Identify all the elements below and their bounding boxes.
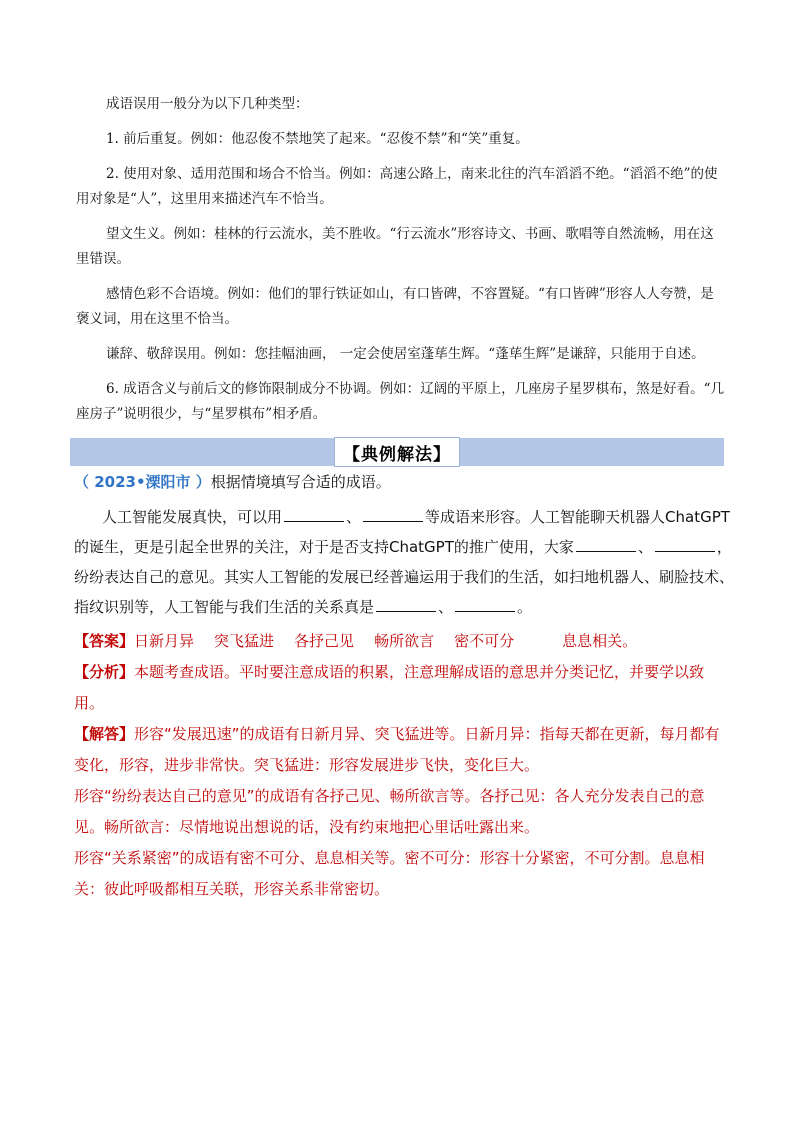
notes-item-4: 感情色彩不合语境。例如：他们的罪行铁证如山，有口皆碑，不容置疑。“有口皆碑”形容人人夸赞，是褒义词，用在这里不恰当。 bbox=[76, 286, 714, 327]
answer-blank-1[interactable] bbox=[284, 507, 344, 522]
answer-word: 息息相关。 bbox=[562, 632, 638, 650]
notes-intro: 成语误用一般分为以下几种类型： bbox=[106, 96, 309, 112]
answer-blank-6[interactable] bbox=[455, 597, 515, 612]
notes-item-1: 1. 前后重复。例如：他忍俊不禁地笑了起来。“忍俊不禁”和“笑”重复。 bbox=[106, 131, 529, 147]
question-part-3: ，纷纷表达自己的意见。其实人工智能的发展已经普遍运用于我们的生活，如扫地机器人、刷脸技术、指纹识别等，人工智能与我们生活的关系真是 bbox=[74, 538, 735, 616]
answer-blank-4[interactable] bbox=[655, 537, 715, 552]
notes-item-3: 望文生义。例如：桂林的行云流水，美不胜收。“行云流水”形容诗文、书画、歌唱等自然流畅，用在这里错误。 bbox=[76, 226, 714, 267]
question-text bbox=[74, 502, 734, 622]
analysis-paragraph bbox=[74, 657, 734, 719]
blank-separator: 、 bbox=[637, 538, 653, 556]
question-part-1: 人工智能发展真快，可以用 bbox=[102, 508, 283, 526]
answer-word: 日新月异 bbox=[134, 632, 195, 650]
question-part-2: 等成语来形容。人工智能聊天机器人ChatGPT的诞生，更是引起全世界的关注，对于是否支持ChatGPT的推广使用，大家 bbox=[74, 508, 730, 556]
answer-blank-2[interactable] bbox=[363, 507, 423, 522]
notes-item-2: 2. 使用对象、适用范围和场合不恰当。例如：高速公路上，南来北往的汽车滔滔不绝。“滔滔不绝”的使用对象是“人”，这里用来描述汽车不恰当。 bbox=[76, 166, 718, 207]
answer-tag: 【答案】 bbox=[74, 632, 135, 650]
blank-separator: 、 bbox=[438, 598, 454, 616]
question-source: （ 2023•溧阳市 ） bbox=[74, 473, 211, 491]
notes-item-5: 谦辞、敬辞误用。例如：您挂幅油画， 一定会使居室蓬荜生辉。“蓬荜生辉”是谦辞，只能用于自述。 bbox=[106, 346, 705, 362]
answer-word: 畅所欲言 bbox=[374, 632, 435, 650]
question-header bbox=[74, 470, 734, 494]
answer-blank-5[interactable] bbox=[376, 597, 436, 612]
notes-item-6: 6. 成语含义与前后文的修饰限制成分不协调。例如：辽阔的平原上，几座房子星罗棋布，煞是好看。“几座房子”说明很少，与“星罗棋布”相矛盾。 bbox=[76, 381, 725, 422]
question-instruction: 根据情境填写合适的成语。 bbox=[210, 473, 391, 491]
solution-tag: 【解答】 bbox=[74, 725, 135, 743]
answer-word: 突飞猛进 bbox=[214, 632, 275, 650]
section-banner bbox=[70, 438, 724, 466]
question-part-4: 。 bbox=[517, 598, 533, 616]
idiom-misuse-notes bbox=[76, 92, 726, 427]
blank-separator: 、 bbox=[346, 508, 362, 526]
solution-paragraph-3: 形容“关系紧密”的成语有密不可分、息息相关等。密不可分：形容十分紧密，不可分割。息息相关：彼此呼吸都相互关联，形容关系非常密切。 bbox=[74, 849, 705, 898]
answer-blank-3[interactable] bbox=[576, 537, 636, 552]
analysis-text: 本题考查成语。平时要注意成语的积累，注意理解成语的意思并分类记忆，并要学以致用。 bbox=[74, 663, 705, 712]
solution-paragraph-2: 形容“纷纷表达自己的意见”的成语有各抒己见、畅所欲言等。各抒己见：各人充分发表自己的意见。畅所欲言：尽情地说出想说的话，没有约束地把心里话吐露出来。 bbox=[74, 787, 705, 836]
solution-text-1: 形容“发展迅速”的成语有日新月异、突飞猛进等。日新月异：指每天都在更新，每月都有变化，形容，进步非常快。突飞猛进：形容发展进步飞快，变化巨大。 bbox=[74, 725, 720, 774]
analysis-tag: 【分析】 bbox=[74, 663, 135, 681]
solution-paragraph-1 bbox=[74, 719, 734, 781]
answer-word: 各抒己见 bbox=[294, 632, 355, 650]
example-section bbox=[74, 470, 734, 905]
answer-line bbox=[74, 626, 734, 657]
section-title: 【典例解法】 bbox=[334, 437, 460, 467]
answer-analysis-block bbox=[74, 626, 734, 905]
answer-word: 密不可分 bbox=[454, 632, 515, 650]
